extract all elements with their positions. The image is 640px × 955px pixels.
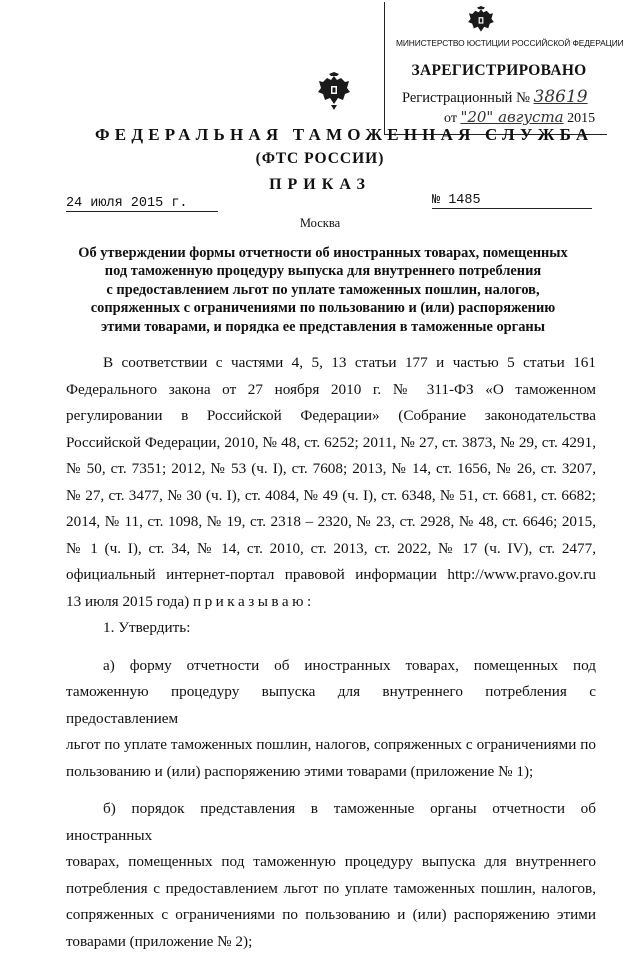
item-b-line: потребления с предоставлением льгот по уплате таможенных пошлин, налогов,	[66, 876, 596, 903]
body-line: № 27, ст. 3477, № 30 (ч. I), ст. 4084, № 49 (ч. I), ст. 6348, № 51, ст. 6681, ст. 6682;	[66, 483, 596, 510]
document-date: 24 июля 2015 г.	[66, 196, 218, 212]
stamp-date-value: "20" августа	[460, 108, 563, 126]
stamp-reg-number	[402, 87, 588, 107]
body-line: № 50, ст. 7351; 2012, № 53 (ч. I), ст. 7608; 2013, № 14, ст. 1656, № 26, ст. 3207,	[66, 456, 596, 483]
agency-name: ФЕДЕРАЛЬНАЯ ТАМОЖЕННАЯ СЛУЖБА	[95, 125, 593, 145]
body-line: Федерального закона от 27 ноября 2010 г. № 311-ФЗ «О таможенном	[66, 377, 596, 404]
title-line: Об утверждении формы отчетности об иностранных товарах, помещенных	[56, 244, 590, 262]
item-b-line: товарами (приложение № 2);	[66, 929, 596, 955]
item-b-line: б) порядок представления в таможенные органы отчетности об иностранных	[66, 796, 596, 849]
stamp-ministry: МИНИСТЕРСТВО ЮСТИЦИИ РОССИЙСКОЙ ФЕДЕРАЦИИ	[396, 38, 602, 48]
stamp-reg-number-label: Регистрационный №	[402, 90, 530, 106]
item-b-line: сопряженных с ограничениями по пользованию и (или) распоряжению этими	[66, 902, 596, 929]
agency-short-name: (ФТС РОССИИ)	[0, 150, 640, 168]
body-line: регулировании в Российской Федерации» (Собрание законодательства	[66, 403, 596, 430]
document-city: Москва	[0, 216, 640, 231]
document-type: ПРИКАЗ	[0, 176, 640, 194]
body-line	[66, 589, 596, 616]
title-line: под таможенную процедуру выпуска для внутреннего потребления	[56, 262, 590, 280]
stamp-reg-number-value: 38619	[534, 87, 588, 107]
body-line: В соответствии с частями 4, 5, 13 статьи 177 и частью 5 статьи 161	[66, 350, 596, 377]
order-word: приказываю:	[193, 593, 315, 610]
item-a-line: а) форму отчетности об иностранных товарах, помещенных под	[66, 653, 596, 680]
body-line: № 1 (ч. I), ст. 34, № 14, ст. 2010, ст. 2013, ст. 2022, № 17 (ч. IV), ст. 2477,	[66, 536, 596, 563]
document-number: № 1485	[432, 193, 592, 209]
title-line: этими товарами, и порядка ее представления в таможенные органы	[56, 318, 590, 336]
item-a-line: таможенную процедуру выпуска для внутреннего потребления с предоставлением	[66, 679, 596, 732]
item-a-line: льгот по уплате таможенных пошлин, налогов, сопряженных с ограничениями по	[66, 732, 596, 759]
item-1: 1. Утвердить:	[66, 615, 596, 642]
item-a-line: пользованию и (или) распоряжению этими товарами (приложение № 1);	[66, 759, 596, 786]
coat-of-arms-icon	[316, 72, 352, 112]
stamp-registered: ЗАРЕГИСТРИРОВАНО	[396, 62, 602, 80]
body-line: 2014, № 11, ст. 1098, № 19, ст. 2318 – 2320, № 23, ст. 2928, № 48, ст. 6646; 2015,	[66, 509, 596, 536]
title-line: сопряженных с ограничениями по пользованию и (или) распоряжению	[56, 299, 590, 317]
stamp-date-prefix: от	[444, 111, 457, 126]
stamp-date-year: 2015	[567, 111, 595, 126]
item-b-line: товарах, помещенных под таможенную процедуру выпуска для внутреннего	[66, 849, 596, 876]
document-body	[66, 350, 596, 955]
preamble-end: 13 июля 2015 года)	[66, 593, 189, 610]
document-title	[56, 244, 590, 336]
title-line: с предоставлением льгот по уплате таможенных пошлин, налогов,	[56, 281, 590, 299]
body-line: Российской Федерации, 2010, № 48, ст. 6252; 2011, № 27, ст. 3873, № 29, ст. 4291,	[66, 430, 596, 457]
body-line: официальный интернет-портал правовой информации http://www.pravo.gov.ru	[66, 562, 596, 589]
